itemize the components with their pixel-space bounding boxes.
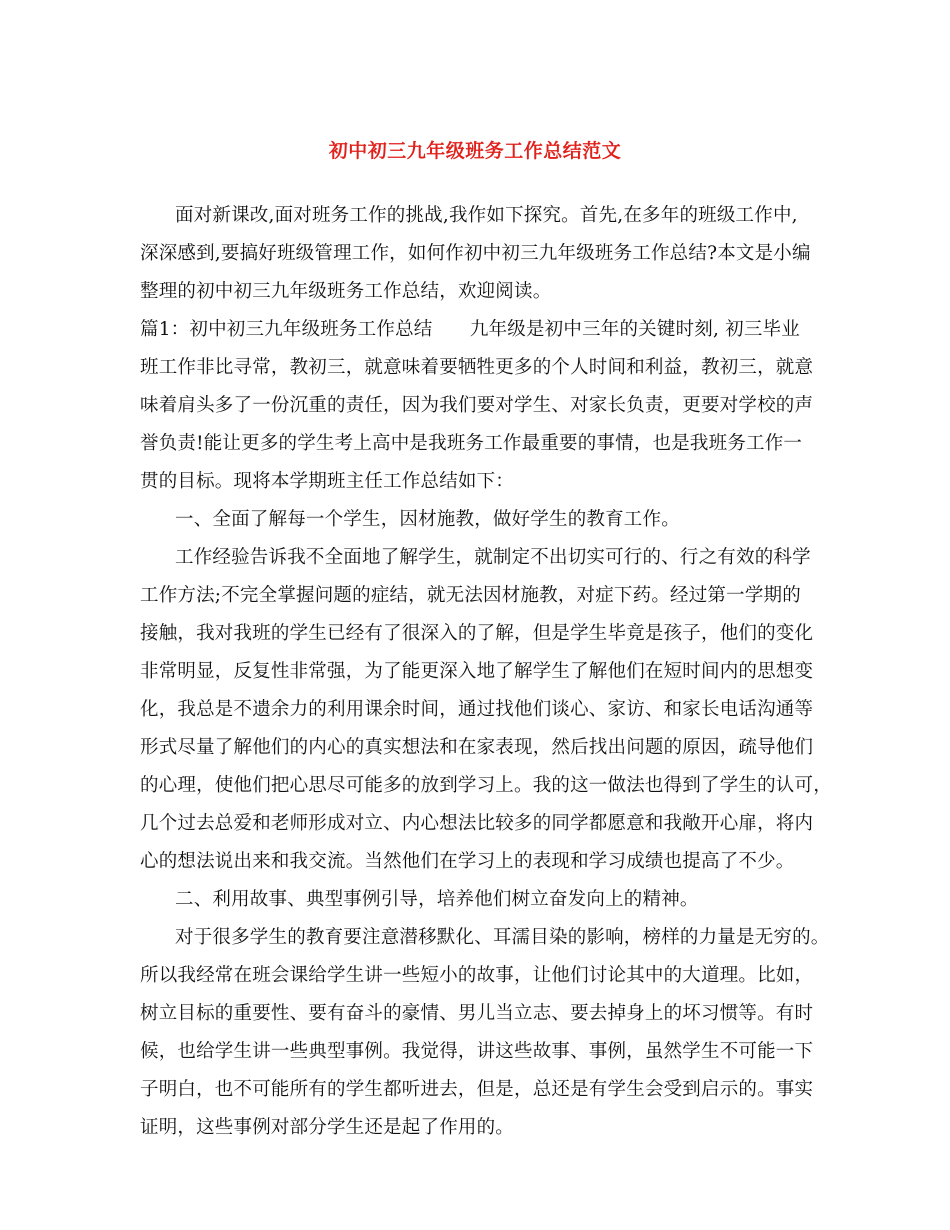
body-line: 深深感到,要搞好班级管理工作，如何作初中初三九年级班务工作总结?本文是小编 [140,243,811,264]
body-line: 树立目标的重要性、要有奋斗的豪情、男儿当立志、要去掉身上的坏习惯等。有时 [140,1003,814,1024]
body-line: 非常明显，反复性非常强，为了能更深入地了解学生了解他们在短时间内的思想变 [140,661,814,682]
body-line: 子明白，也不可能所有的学生都听进去，但是，总还是有学生会受到启示的。事实 [140,1079,814,1100]
body-line: 对于很多学生的教育要注意潜移默化、耳濡目染的影响，榜样的力量是无穷的。 [175,927,830,948]
body-line: 形式尽量了解他们的内心的真实想法和在家表现，然后找出问题的原因，疏导他们 [140,737,814,758]
body-line: 化，我总是不遗余力的利用课余时间，通过找他们谈心、家访、和家长电话沟通等 [140,699,814,720]
body-line: 证明，这些事例对部分学生还是起了作用的。 [140,1117,515,1138]
body-line: 接触，我对我班的学生已经有了很深入的了解，但是学生毕竟是孩子，他们的变化 [140,623,814,644]
section-heading: 一、全面了解每一个学生，因材施教，做好学生的教育工作。 [175,509,680,530]
body-line: 贯的目标。现将本学期班主任工作总结如下： [140,471,515,492]
body-line: 几个过去总爱和老师形成对立、内心想法比较多的同学都愿意和我敞开心扉，将内 [140,813,814,834]
section-heading: 二、利用故事、典型事例引导，培养他们树立奋发向上的精神。 [175,889,699,910]
body-line: 候，也给学生讲一些典型事例。我觉得，讲这些故事、事例，虽然学生不可能一下 [140,1041,814,1062]
body-line: 所以我经常在班会课给学生讲一些短小的故事，让他们讨论其中的大道理。比如， [140,965,814,986]
body-line: 面对新课改,面对班务工作的挑战,我作如下探究。首先,在多年的班级工作中, [175,205,798,226]
body-line: 整理的初中初三九年级班务工作总结，欢迎阅读。 [140,281,552,302]
body-line: 工作经验告诉我不全面地了解学生，就制定不出切实可行的、行之有效的科学 [175,547,811,568]
body-line: 班工作非比寻常，教初三，就意味着要牺牲更多的个人时间和利益，教初三，就意 [140,357,814,378]
body-line: 心的想法说出来和我交流。当然他们在学习上的表现和学习成绩也提高了不少。 [140,851,795,872]
body-line: 味着肩头多了一份沉重的责任，因为我们要对学生、对家长负责，更要对学校的声 [140,395,814,416]
body-line: 篇1：初中初三九年级班务工作总结 九年级是初中三年的关键时刻, 初三毕业 [140,319,800,340]
document-title: 初中初三九年级班务工作总结范文 [328,140,622,162]
body-line: 誉负责!能让更多的学生考上高中是我班务工作最重要的事情，也是我班务工作一 [140,433,803,454]
body-line: 工作方法;不完全掌握问题的症结，就无法因材施教，对症下药。经过第一学期的 [140,585,801,606]
body-line: 的心理，使他们把心思尽可能多的放到学习上。我的这一做法也得到了学生的认可， [140,775,832,796]
